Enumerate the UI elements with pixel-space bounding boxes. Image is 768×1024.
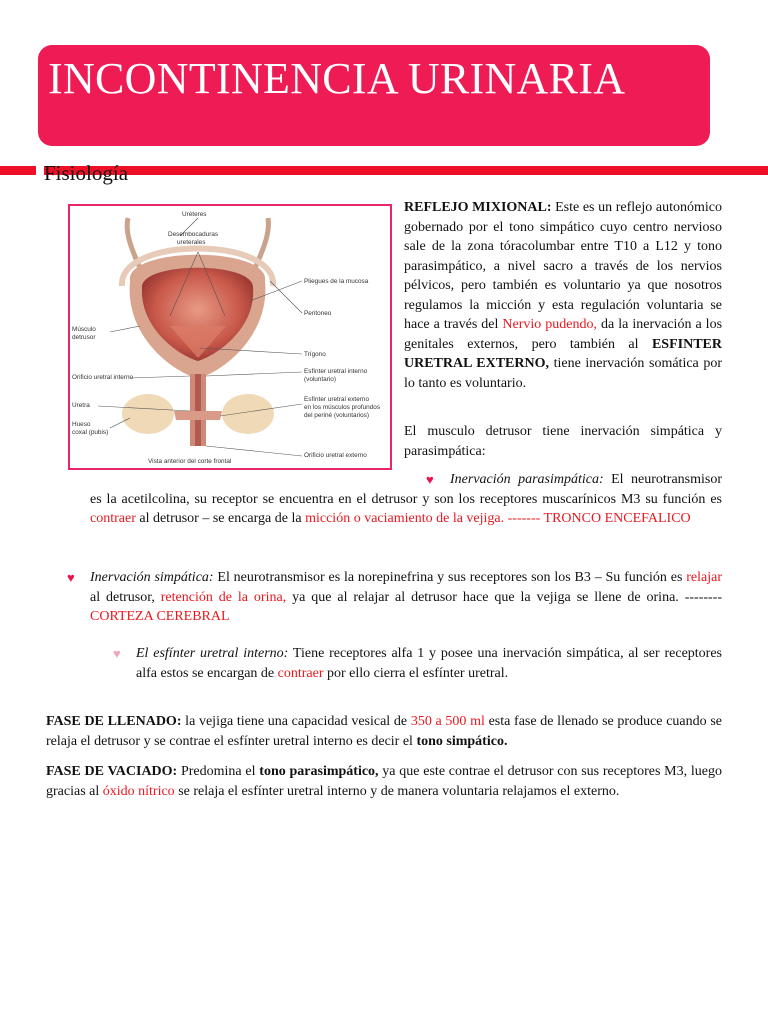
label-hueso-pubis: coxal (pubis) bbox=[72, 429, 109, 436]
esfinter-externo-term: ESFINTER URETRAL EXTERNO, bbox=[404, 336, 722, 371]
label-musculo: Músculo bbox=[72, 326, 96, 333]
simpatica-relajar: relajar bbox=[686, 570, 722, 585]
vaciado-text-1: Predomina el bbox=[177, 764, 260, 779]
esfinter-interno-text-1: Tiene receptores alfa 1 y posee una inervación simpática, al ser receptores alfa estos se encargan de bbox=[136, 646, 722, 681]
vaciado-tono: tono parasimpático, bbox=[259, 764, 379, 779]
reflejo-text-1: Este es un reflejo autonómico gobernado por el tono simpático cuyo centro nervioso sale de la zona tóracolumbar entre T10 a L12 y tono parasimpático, a nivel sacro a través de los nervios pélvicos, pero también es voluntario ya que nosotros regulamos la micción y esta regulación voluntaria se hace a través del bbox=[404, 200, 722, 332]
label-orificio-interno: Orificio uretral interno bbox=[72, 374, 134, 381]
vaciado-text-2: ya que este contrae el detrusor con sus receptores M3, luego gracias al bbox=[46, 764, 722, 799]
esfinter-interno-paragraph bbox=[136, 644, 722, 683]
fase-llenado-paragraph bbox=[46, 712, 722, 751]
label-esfinter-externo-3: del periné (voluntarios) bbox=[304, 412, 370, 419]
llenado-text-2: esta fase de llenado se produce cuando se relaja el detrusor y se contrae el esfínter uretral interno es decir el bbox=[46, 714, 722, 749]
simpatica-retencion: retención de la orina, bbox=[160, 589, 287, 605]
label-desembocaduras: Desembocaduras bbox=[168, 231, 219, 238]
figure-caption: Vista anterior del corte frontal bbox=[148, 458, 232, 465]
simpatica-text-3: ya que al relajar al detrusor hace que la vejiga se llene de orina. -------- bbox=[286, 589, 723, 605]
label-esfinter-externo: Esfínter uretral externo bbox=[304, 396, 370, 403]
reflejo-paragraph bbox=[404, 198, 722, 393]
parasimpatica-text-1: El neurotransmisor es la acetilcolina, su receptor se encuentra en el detrusor y son los receptores muscarínicos M3 su función es bbox=[90, 472, 722, 507]
parasimpatica-label: Inervación parasimpática: bbox=[450, 472, 604, 487]
label-esfinter-interno: Esfínter uretral interno bbox=[304, 368, 368, 375]
parasimpatica-paragraph bbox=[90, 470, 722, 529]
esfinter-interno-contraer: contraer bbox=[277, 665, 324, 681]
llenado-text-1: la vejiga tiene una capacidad vesical de bbox=[181, 714, 411, 729]
llenado-capacidad: 350 a 500 ml bbox=[410, 714, 485, 729]
vaciado-oxido: óxido nítrico bbox=[102, 783, 175, 799]
heart-bullet-icon: ♥ bbox=[67, 570, 75, 585]
simpatica-corteza: CORTEZA CEREBRAL bbox=[90, 609, 230, 624]
label-trigono: Trígono bbox=[304, 351, 326, 358]
simpatica-text-2: al detrusor, bbox=[90, 589, 161, 605]
heart-bullet-icon: ♥ bbox=[113, 646, 121, 661]
llenado-tono: tono simpático. bbox=[416, 733, 508, 749]
reflejo-label: REFLEJO MIXIONAL: bbox=[404, 200, 552, 215]
label-ureteres: Uréteres bbox=[182, 211, 207, 218]
section-subtitle: Fisiología bbox=[44, 161, 129, 185]
bladder-illustration bbox=[70, 206, 390, 468]
parasimpatica-miccion: micción o vaciamiento de la vejiga. ------- TRONCO ENCEFALICO bbox=[305, 511, 691, 526]
label-hueso: Hueso bbox=[72, 421, 91, 428]
title-banner bbox=[38, 45, 710, 146]
fase-vaciado-paragraph bbox=[46, 762, 722, 801]
label-ureterales: ureterales bbox=[177, 239, 206, 246]
simpatica-paragraph bbox=[90, 568, 722, 627]
fase-vaciado-label: FASE DE VACIADO: bbox=[46, 764, 178, 779]
simpatica-text-1: El neurotransmisor es la norepinefrina y sus receptores son los B3 – Su función es bbox=[213, 570, 687, 585]
esfinter-interno-label: El esfínter uretral interno: bbox=[136, 646, 289, 661]
esfinter-interno-text-2: por ello cierra el esfínter uretral. bbox=[323, 665, 509, 681]
label-esfinter-interno-nota: (voluntario) bbox=[304, 376, 336, 383]
nervio-pudendo: Nervio pudendo, bbox=[502, 317, 598, 332]
label-orificio-externo: Orificio uretral externo bbox=[304, 452, 367, 459]
reflejo-text-2: da la inervación a los genitales externos, pero también al bbox=[404, 317, 723, 352]
detrusor-paragraph: El musculo detrusor tiene inervación simpática y parasimpática: bbox=[404, 424, 722, 459]
label-uretra: Uretra bbox=[72, 402, 90, 409]
label-pliegues: Pliegues de la mucosa bbox=[304, 278, 369, 285]
parasimpatica-contraer: contraer bbox=[90, 511, 136, 526]
red-rule-gap bbox=[36, 165, 44, 176]
bladder-anatomy-figure bbox=[68, 204, 392, 470]
label-esfinter-externo-2: en los músculos profundos bbox=[304, 404, 381, 411]
parasimpatica-text-2: al detrusor – se encarga de la bbox=[135, 511, 306, 526]
heart-bullet-icon: ♥ bbox=[426, 472, 434, 487]
page-title: INCONTINENCIA URINARIA bbox=[48, 54, 626, 103]
simpatica-label: Inervación simpática: bbox=[90, 570, 214, 585]
label-peritoneo: Peritoneo bbox=[304, 310, 332, 317]
reflejo-text-3: tiene inervación somática por lo tanto es voluntario. bbox=[404, 356, 722, 391]
fase-llenado-label: FASE DE LLENADO: bbox=[46, 714, 182, 729]
vaciado-text-3: se relaja el esfínter uretral interno y de manera voluntaria relajamos el externo. bbox=[174, 783, 620, 799]
label-detrusor: detrusor bbox=[72, 334, 96, 341]
